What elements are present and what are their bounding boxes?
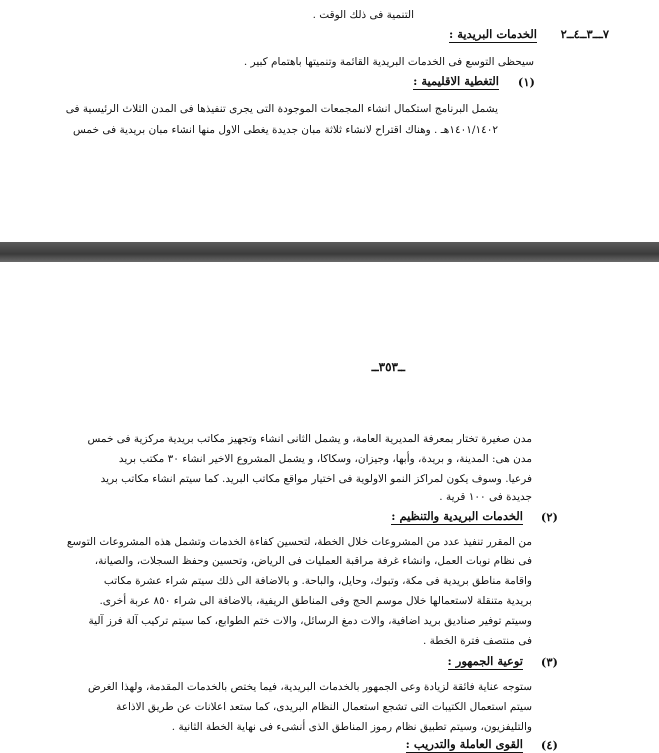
item2-number: (٢): [540, 510, 558, 524]
page-divider: [0, 242, 659, 262]
paragraph-line: بريدية متنقلة لاستعمالها خلال موسم الحج وفى المناطق الريفية، بالاضافة الى شراء ٨٥٠ عربة أخرى.: [99, 595, 532, 607]
paragraph-line: واقامة مناطق بريدية فى مكة، وتبوك، وحايل، والباحة. و بالاضافة الى ذلك سيتم شراء عشرة مكاتب: [103, 575, 532, 587]
item4-title: القوى العاملة والتدريب :: [405, 737, 523, 751]
item4-number: (٤): [540, 738, 558, 752]
paragraph-line: مدن هى: المدينة، و بريدة، وأبها، وجيزان، وسكاكا، و يشمل المشروع الاخير انشاء ٣٠ مكتب بريد: [118, 453, 532, 465]
item1-number: (١): [517, 75, 535, 89]
continuation-line: التنمية فى ذلك الوقت .: [312, 9, 414, 21]
paragraph-line: جديدة فى ١٠٠ قرية .: [439, 491, 532, 503]
paragraph-line: مدن صغيرة تختار بمعرفة المديرية العامة، و يشمل الثانى انشاء وتجهيز مكاتب بريدية مركزية فى خمس: [87, 433, 532, 445]
section-intro: سيحظى التوسع فى الخدمات البريدية القائمة وتنميتها باهتمام كبير .: [243, 56, 534, 68]
section-title: الخدمات البريدية :: [448, 27, 537, 41]
paragraph-line: سيتم استعمال الكتيبات التى تشجع استعمال النظام البريدى، كما ستعد اعلانات عن طريق الاذاعة: [116, 701, 532, 713]
item3-number: (٣): [540, 655, 558, 669]
item1-title: التغطية الاقليمية :: [413, 74, 499, 88]
paragraph-line: ١٤٠١/١٤٠٢هـ . وهناك اقتراح لانشاء ثلاثة مبان جديدة يغطى الاول منها انشاء مبان بريدية فى خمس: [73, 124, 498, 136]
paragraph-line: وسيتم توفير صناديق بريد اضافية، والات دمغ الرسائل، والات ختم الطوابع، كما سيتم تركيب آلة فرز آلية: [88, 615, 532, 627]
paragraph-line: فى منتصف فترة الخطة .: [422, 635, 532, 647]
paragraph-line: من المقرر تنفيذ عدد من المشروعات خلال الخطة، لتحسين كفاءة الخدمات وتشمل هذه المشروعات التوسع: [66, 536, 532, 548]
section-number: ٧ـــ٣ــ٤ــ٢: [560, 27, 609, 41]
paragraph-line: ستوجه عناية فائقة لزيادة وعى الجمهور بالخدمات البريدية، فيما يختص بالخدمات المقدمة، ولهذا الغرض: [88, 681, 532, 693]
top-page: [0, 0, 659, 242]
bottom-page: [0, 262, 659, 752]
item2-title: الخدمات البريدية والتنظيم :: [391, 509, 523, 523]
paragraph-line: يشمل البرنامج استكمال انشاء المجمعات الموجودة التى يجرى تنفيذها فى المدن الثلاث الرئيسية فى: [65, 103, 498, 115]
paragraph-line: فرعيا. وسوف يكون لمراكز النمو الاولوية فى اختيار مواقع مكاتب البريد. كما سيتم انشاء مكاتب بريد: [100, 473, 532, 485]
paragraph-line: والتليفزيون، وسيتم تطبيق نظام رموز المناطق الذى أنشىء فى نهاية الخطة الثانية .: [171, 721, 532, 733]
page-number: ــ٣٥٣ــ: [371, 360, 405, 374]
item3-title: توعية الجمهور :: [447, 654, 523, 668]
paragraph-line: فى نظام نوبات العمل، وانشاء غرفة مراقبة العمليات فى الرياض، وتحسين وحفظ السجلات، والصيانة،: [94, 555, 532, 567]
